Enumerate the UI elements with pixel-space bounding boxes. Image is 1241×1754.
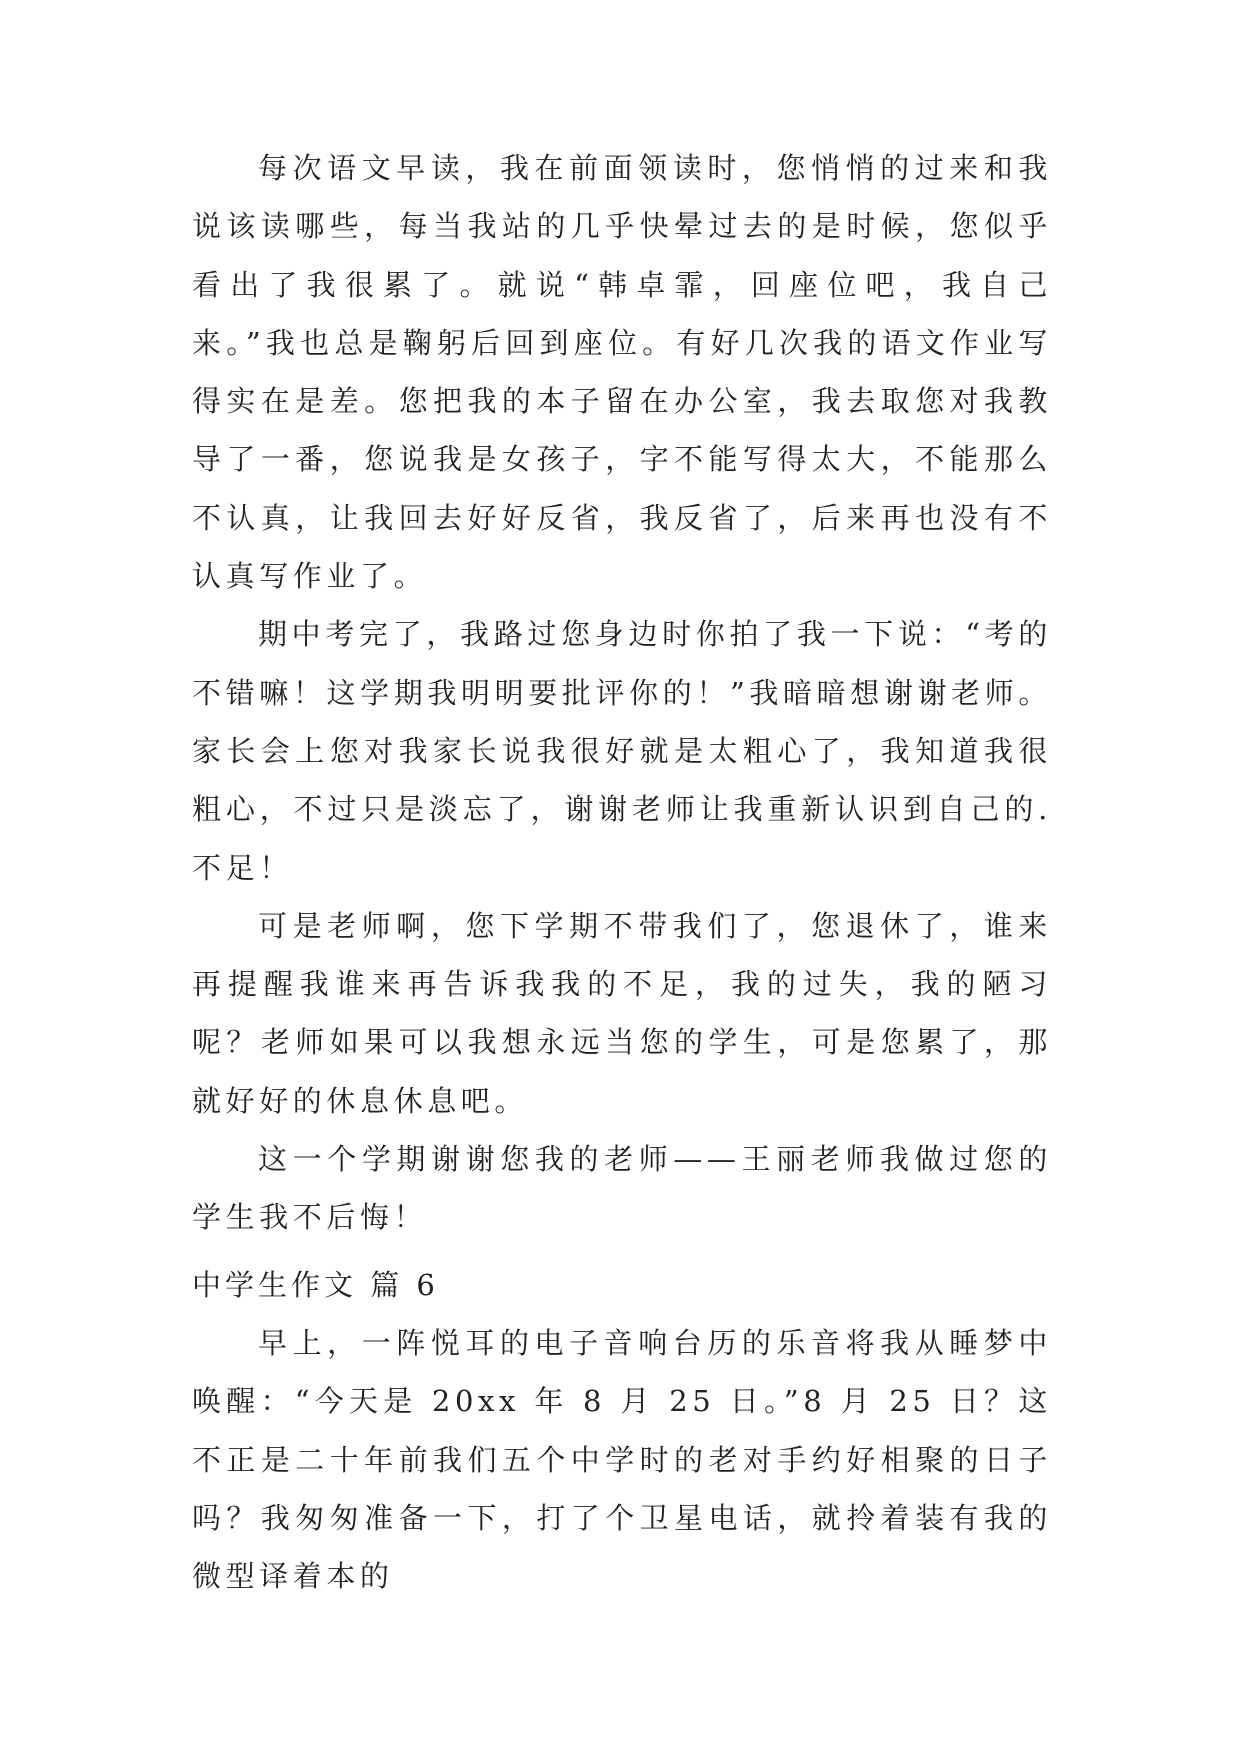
section-title: 中学生作文 篇 6 [192, 1268, 439, 1302]
paragraph-1: 每次语文早读，我在前面领读时，您悄悄的过来和我说该读哪些，每当我站的几乎快晕过去的是时候，您似乎看出了我很累了。就说“韩卓霏，回座位吧，我自己来。”我也总是鞠躬后回到座位。有好几次我的语文作业写得实在是差。您把我的本子留在办公室，我去取您对我教导了一番，您说我是女孩子，字不能写得太大，不能那么不认真，让我回去好好反省，我反省了，后来再也没有不认真写作业了。 [192, 151, 1052, 594]
paragraph-2: 期中考完了，我路过您身边时你拍了我一下说：“考的不错嘛！这学期我明明要批评你的！”我暗暗想谢谢老师。家长会上您对我家长说我很好就是太粗心了，我知道我很粗心，不过只是淡忘了，谢谢老师让我重新认识到自己的.不足！ [192, 617, 1052, 885]
essay-body [192, 139, 1052, 1247]
section-paragraph-1: 早上，一阵悦耳的电子音响台历的乐音将我从睡梦中唤醒：“今天是 20xx 年 8 月 25 日。”8 月 25 日？这不正是二十年前我们五个中学时的老对手约好相聚的日子吗？我匆匆准备一下，打了个卫星电话，就拎着装有我的微型译着本的 [192, 1326, 1052, 1594]
section-body [192, 1314, 1052, 1605]
paragraph-4: 这一个学期谢谢您我的老师——王丽老师我做过您的学生我不后悔！ [192, 1142, 1052, 1235]
paragraph-3: 可是老师啊，您下学期不带我们了，您退休了，谁来再提醒我谁来再告诉我我的不足，我的过失，我的陋习呢？老师如果可以我想永远当您的学生，可是您累了，那就好好的休息休息吧。 [192, 908, 1052, 1118]
